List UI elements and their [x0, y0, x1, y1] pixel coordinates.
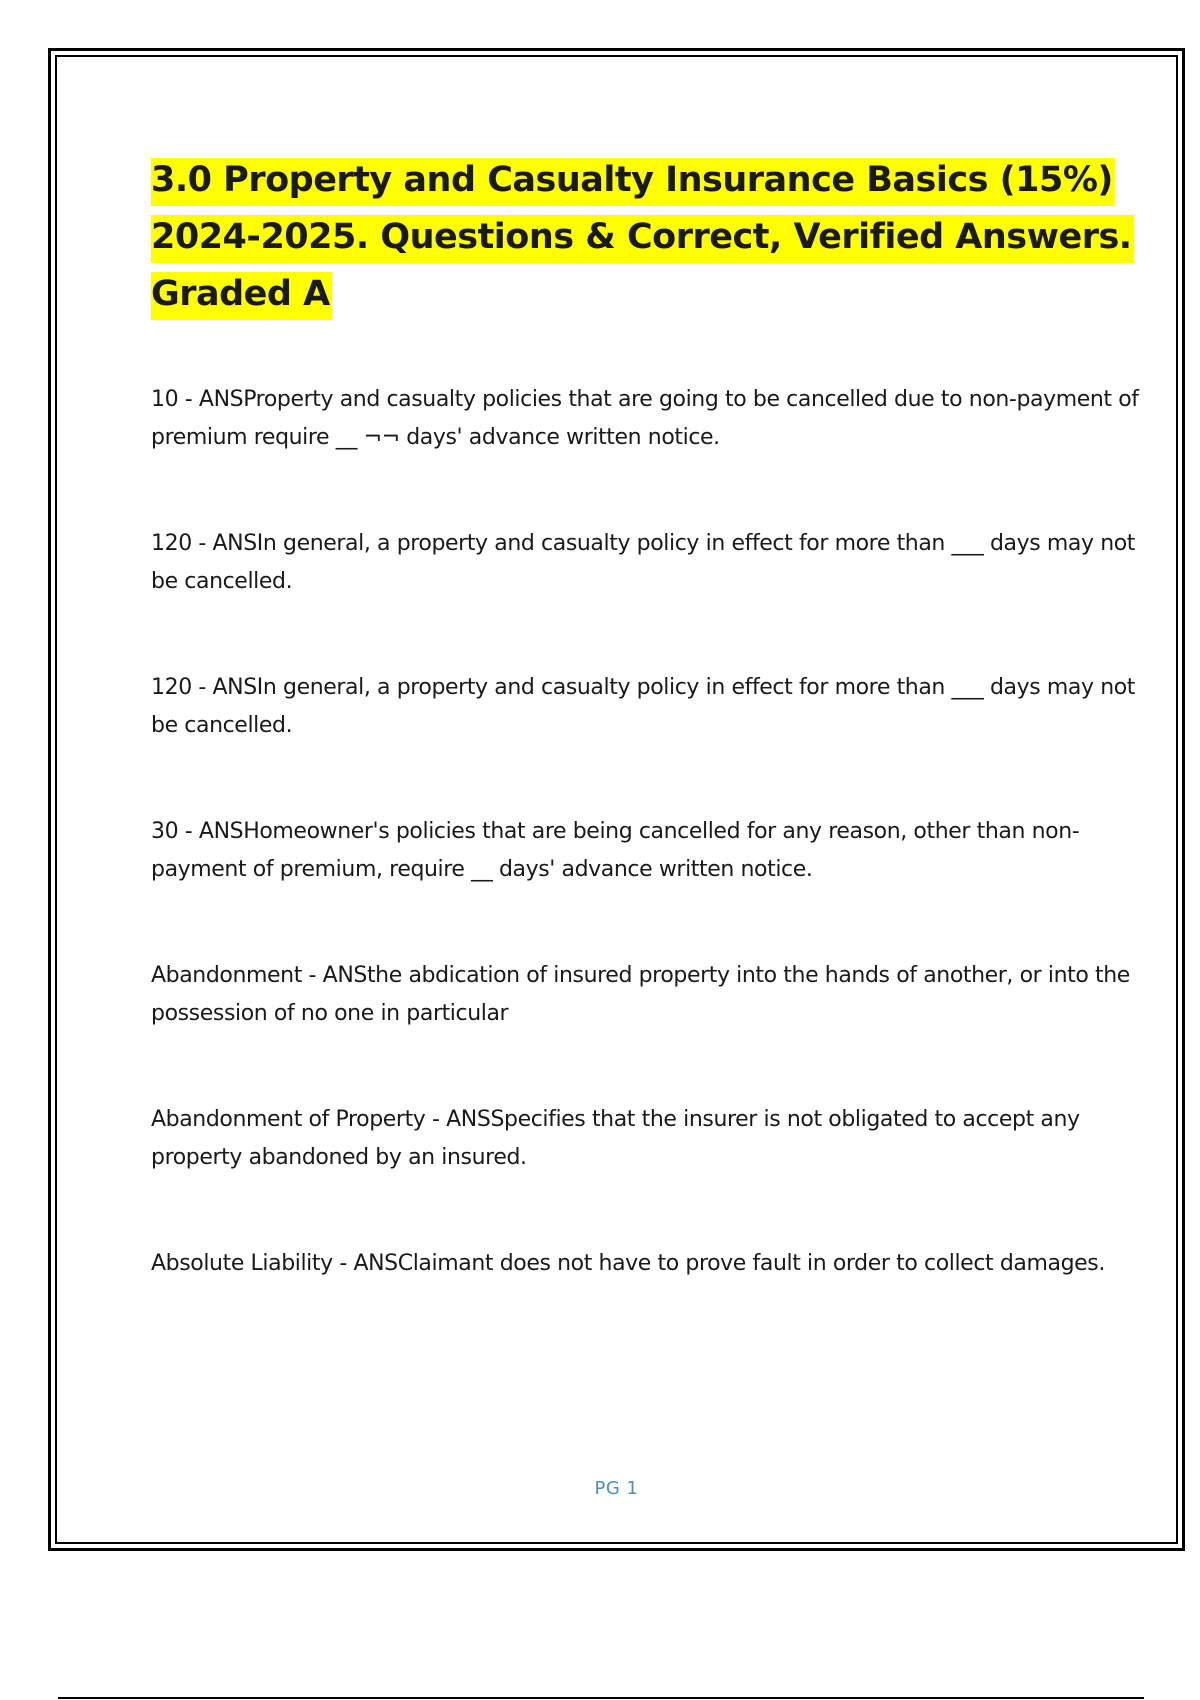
- document-title: [151, 152, 1151, 323]
- page-number: PG 1: [594, 1478, 639, 1499]
- qa-entry-3: [151, 669, 1141, 745]
- title-line-1: 3.0 Property and Casualty Insurance Basics (15%): [151, 158, 1115, 206]
- qa-entry-2: [151, 525, 1141, 601]
- title-line-3: Graded A: [151, 272, 332, 320]
- document-content: [151, 152, 1151, 1351]
- entry-separator: - ANS: [425, 1107, 491, 1132]
- page-border-inner: [55, 55, 1178, 1544]
- entry-term: 10: [151, 387, 179, 412]
- qa-entries: [151, 381, 1151, 1283]
- entry-definition: Homeowner's policies that are being cancelled for any reason, other than non-payment of premium, require __ days' advance written notice.: [151, 819, 1080, 882]
- entry-definition: Specifies that the insurer is not obligated to accept any property abandoned by an insured.: [151, 1107, 1080, 1170]
- qa-entry-1: [151, 381, 1141, 457]
- entry-definition: In general, a property and casualty policy in effect for more than ___ days may not be cancelled.: [151, 675, 1136, 738]
- entry-term: 30: [151, 819, 179, 844]
- entry-separator: - ANS: [332, 1251, 398, 1276]
- entry-term: 120: [151, 531, 192, 556]
- qa-entry-4: [151, 813, 1141, 889]
- entry-definition: Property and casualty policies that are going to be cancelled due to non-payment of premium require __ ¬¬ days' advance written notice.: [151, 387, 1139, 450]
- entry-term: 120: [151, 675, 192, 700]
- bottom-divider: [58, 1697, 1144, 1699]
- entry-separator: - ANS: [178, 819, 244, 844]
- entry-term: Absolute Liability: [151, 1251, 333, 1276]
- entry-separator: - ANS: [191, 531, 257, 556]
- entry-definition: In general, a property and casualty policy in effect for more than ___ days may not be cancelled.: [151, 531, 1136, 594]
- title-line-2: 2024-2025. Questions & Correct, Verified Answers.: [151, 215, 1134, 263]
- qa-entry-6: [151, 1101, 1141, 1177]
- qa-entry-7: [151, 1245, 1141, 1283]
- entry-term: Abandonment: [151, 963, 302, 988]
- qa-entry-5: [151, 957, 1141, 1033]
- entry-separator: - ANS: [191, 675, 257, 700]
- page-border: [48, 48, 1185, 1551]
- entry-separator: - ANS: [178, 387, 244, 412]
- entry-definition: Claimant does not have to prove fault in order to collect damages.: [397, 1251, 1105, 1276]
- entry-definition: the abdication of insured property into the hands of another, or into the possession of no one in particular: [151, 963, 1130, 1026]
- entry-term: Abandonment of Property: [151, 1107, 426, 1132]
- entry-separator: - ANS: [301, 963, 367, 988]
